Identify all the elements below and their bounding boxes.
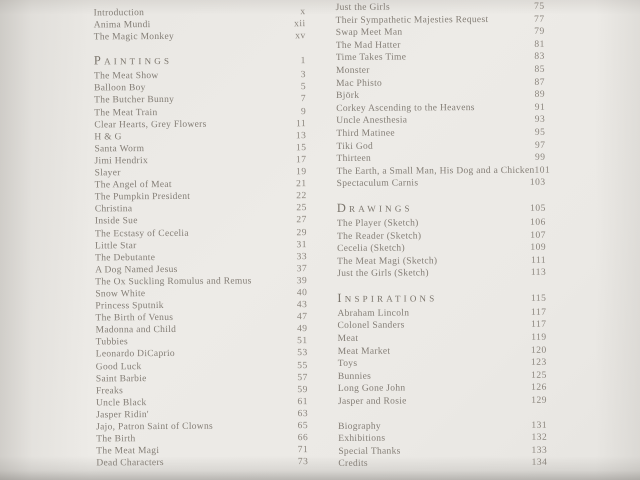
entry-page-number: 134 bbox=[531, 458, 548, 469]
entry-page-number: 103 bbox=[529, 177, 546, 189]
entry-title: Exhibitions bbox=[338, 433, 386, 445]
entry-title: Swap Meet Man bbox=[335, 27, 403, 39]
entry-title: The Debutante bbox=[95, 252, 156, 264]
entry-page-number: 9 bbox=[300, 106, 307, 117]
entry-title: Inside Sue bbox=[94, 216, 138, 227]
entry-page-number: x bbox=[300, 7, 306, 18]
toc-section-heading bbox=[337, 290, 546, 305]
entry-page-number: 13 bbox=[295, 130, 307, 141]
entry-page-number: 125 bbox=[531, 370, 547, 381]
entry-page-number: 99 bbox=[534, 152, 546, 163]
toc-entry bbox=[94, 30, 306, 43]
toc-entry bbox=[337, 267, 546, 281]
entry-title: The Ox Suckling Romulus and Remus bbox=[95, 276, 252, 288]
entry-page-number: 93 bbox=[534, 115, 546, 126]
toc-entry bbox=[336, 164, 551, 178]
toc-left-column bbox=[94, 6, 309, 470]
entry-page-number: 75 bbox=[534, 1, 545, 12]
entry-title: The Magic Monkey bbox=[93, 32, 175, 43]
entry-title: Christina bbox=[94, 204, 133, 215]
entry-page-number: 95 bbox=[534, 127, 546, 138]
entry-page-number: 113 bbox=[530, 267, 547, 279]
entry-title: Snow White bbox=[95, 289, 146, 300]
toc-entry bbox=[338, 382, 547, 396]
entry-page-number: 119 bbox=[531, 332, 547, 343]
entry-page-number: 66 bbox=[297, 433, 309, 444]
toc-entry bbox=[338, 444, 547, 458]
entry-title: Just the Girls (Sketch) bbox=[337, 268, 429, 280]
entry-page-number: 63 bbox=[297, 409, 309, 420]
entry-title: Slayer bbox=[94, 168, 121, 179]
entry-page-number: 22 bbox=[296, 191, 307, 202]
entry-title: Uncle Black bbox=[95, 397, 147, 409]
entry-title: Bunnies bbox=[337, 371, 372, 382]
entry-title: The Mad Hatter bbox=[335, 40, 401, 51]
entry-title: Jimi Hendrix bbox=[94, 156, 149, 167]
entry-page-number: 15 bbox=[295, 142, 307, 154]
entry-page-number: 49 bbox=[297, 324, 308, 335]
entry-title: The Pumpkin President bbox=[94, 192, 191, 203]
entry-page-number: 89 bbox=[534, 89, 546, 100]
entry-title: H & G bbox=[94, 132, 122, 143]
entry-page-number: 115 bbox=[530, 293, 547, 304]
entry-title: Princess Sputnik bbox=[95, 301, 164, 312]
toc-entry bbox=[338, 357, 547, 371]
entry-page-number: 33 bbox=[296, 251, 308, 262]
entry-page-number: 101 bbox=[534, 165, 551, 176]
entry-page-number: 59 bbox=[297, 384, 308, 395]
entry-page-number: 11 bbox=[296, 118, 307, 129]
entry-page-number: 55 bbox=[297, 360, 308, 371]
entry-title: The Butcher Bunny bbox=[94, 95, 175, 106]
section-title: Inspirations bbox=[337, 290, 438, 305]
entry-page-number: 43 bbox=[296, 300, 308, 311]
entry-title: Long Gone John bbox=[337, 383, 406, 395]
entry-title: Mac Phisto bbox=[336, 78, 383, 89]
entry-page-number: 81 bbox=[534, 39, 545, 50]
entry-page-number: 83 bbox=[534, 52, 545, 63]
entry-page-number: 107 bbox=[530, 230, 547, 241]
entry-page-number: 65 bbox=[297, 421, 309, 432]
entry-page-number: 126 bbox=[531, 383, 547, 394]
entry-title: The Birth bbox=[96, 434, 136, 445]
section-title: Paintings bbox=[93, 53, 173, 68]
entry-page-number: 117 bbox=[531, 320, 547, 331]
entry-title: Madonna and Child bbox=[95, 325, 177, 336]
entry-title: Leonardo DiCaprio bbox=[95, 349, 175, 360]
entry-title: Clear Hearts, Grey Flowers bbox=[94, 119, 207, 131]
entry-title: The Earth, a Small Man, His Dog and a Chicken bbox=[336, 165, 535, 177]
entry-page-number: 25 bbox=[296, 203, 307, 214]
entry-title: Third Matinee bbox=[336, 128, 395, 139]
entry-title: Santa Worm bbox=[94, 143, 145, 155]
entry-title: Little Star bbox=[95, 240, 137, 252]
entry-title: Credits bbox=[338, 459, 368, 470]
entry-page-number: 91 bbox=[534, 102, 546, 113]
entry-title: Jasper Ridin' bbox=[96, 409, 149, 421]
entry-page-number: 3 bbox=[300, 70, 307, 81]
entry-title: Biography bbox=[338, 421, 381, 432]
toc-section-heading bbox=[337, 200, 546, 215]
entry-title: The Reader (Sketch) bbox=[336, 230, 422, 242]
entry-page-number: 47 bbox=[296, 312, 308, 323]
entry-page-number: 129 bbox=[531, 395, 548, 406]
toc-entry bbox=[338, 395, 547, 409]
entry-page-number: xv bbox=[295, 31, 306, 42]
entry-page-number: 79 bbox=[534, 26, 545, 37]
entry-title: The Ecstasy of Cecelia bbox=[94, 228, 189, 239]
entry-page-number: 17 bbox=[295, 155, 307, 166]
entry-page-number: 29 bbox=[296, 227, 307, 238]
entry-title: The Meat Magi bbox=[96, 446, 160, 457]
entry-title: Tubbies bbox=[95, 337, 129, 348]
entry-title: Cecelia (Sketch) bbox=[337, 243, 405, 255]
entry-page-number: 111 bbox=[531, 255, 547, 266]
entry-title: Tiki God bbox=[336, 141, 374, 152]
entry-title: Meat bbox=[337, 333, 359, 345]
entry-page-number: 40 bbox=[296, 288, 308, 299]
toc-entry bbox=[338, 332, 547, 346]
entry-title: Balloon Boy bbox=[94, 83, 146, 94]
entry-page-number: 39 bbox=[296, 275, 308, 287]
entry-title: Dead Characters bbox=[96, 458, 164, 469]
entry-page-number: 61 bbox=[297, 396, 309, 407]
entry-title: The Birth of Venus bbox=[95, 313, 174, 324]
toc-section-heading bbox=[94, 52, 306, 67]
entry-title: Anima Mundi bbox=[93, 20, 151, 31]
entry-title: Time Takes Time bbox=[335, 52, 407, 64]
entry-title: Just the Girls bbox=[335, 2, 390, 13]
entry-title: Björk bbox=[336, 90, 360, 102]
entry-page-number: 117 bbox=[531, 307, 547, 318]
entry-page-number: 57 bbox=[297, 372, 308, 383]
entry-title: Good Luck bbox=[95, 361, 142, 372]
entry-title: Toys bbox=[337, 359, 358, 370]
toc-entry bbox=[338, 419, 547, 433]
entry-page-number: 85 bbox=[534, 64, 545, 75]
entry-title: Freaks bbox=[95, 385, 124, 397]
entry-title: The Player (Sketch) bbox=[336, 218, 419, 229]
entry-page-number: 77 bbox=[534, 14, 545, 25]
entry-page-number: 71 bbox=[297, 445, 309, 456]
entry-title: Abraham Lincoln bbox=[337, 308, 410, 319]
entry-title: Thirteen bbox=[336, 153, 372, 165]
entry-page-number: xii bbox=[294, 19, 306, 30]
entry-page-number: 87 bbox=[534, 77, 546, 88]
entry-page-number: 133 bbox=[531, 445, 548, 456]
entry-page-number: 109 bbox=[530, 242, 547, 253]
entry-page-number: 7 bbox=[300, 94, 307, 105]
entry-title: Their Sympathetic Majesties Request bbox=[335, 14, 489, 26]
entry-page-number: 106 bbox=[530, 217, 546, 228]
entry-page-number: 31 bbox=[296, 239, 308, 250]
entry-title: Introduction bbox=[93, 8, 145, 19]
toc-entry bbox=[338, 432, 547, 446]
entry-page-number: 21 bbox=[296, 179, 307, 190]
entry-page-number: 19 bbox=[296, 167, 307, 178]
entry-title: Uncle Anesthesia bbox=[336, 115, 408, 127]
entry-page-number: 37 bbox=[296, 263, 308, 274]
entry-title: Monster bbox=[335, 65, 370, 76]
entry-page-number: 131 bbox=[531, 420, 548, 431]
entry-page-number: 1 bbox=[300, 56, 306, 67]
entry-page-number: 5 bbox=[300, 82, 307, 93]
entry-title: Saint Barbie bbox=[95, 373, 147, 385]
entry-title: Special Thanks bbox=[338, 446, 401, 457]
entry-title: A Dog Named Jesus bbox=[95, 264, 178, 276]
entry-page-number: 132 bbox=[531, 432, 548, 443]
entry-page-number: 53 bbox=[297, 348, 308, 359]
toc-entry bbox=[96, 456, 308, 469]
entry-page-number: 97 bbox=[534, 140, 546, 151]
toc-entry bbox=[337, 307, 546, 321]
toc-entry bbox=[337, 177, 546, 191]
toc-entry bbox=[337, 319, 546, 333]
entry-page-number: 123 bbox=[530, 357, 547, 369]
entry-page-number: 27 bbox=[296, 215, 307, 226]
entry-title: Jajo, Patron Saint of Clowns bbox=[96, 421, 214, 433]
toc-entry bbox=[338, 457, 547, 471]
entry-title: The Meat Show bbox=[93, 71, 159, 82]
entry-title: The Angel of Meat bbox=[94, 180, 172, 191]
entry-title: Meat Market bbox=[337, 346, 391, 357]
toc-entry bbox=[338, 344, 547, 358]
entry-page-number: 105 bbox=[530, 203, 546, 214]
toc-entry bbox=[338, 370, 547, 384]
entry-title: The Meat Train bbox=[94, 107, 158, 118]
entry-page-number: 51 bbox=[297, 336, 308, 347]
entry-title: Colonel Sanders bbox=[337, 320, 405, 332]
entry-title: The Meat Magi (Sketch) bbox=[337, 256, 438, 267]
entry-title: Corkey Ascending to the Heavens bbox=[336, 102, 475, 114]
section-title: Drawings bbox=[336, 200, 413, 215]
toc-right-column bbox=[335, 1, 551, 471]
entry-title: Spectaculum Carnis bbox=[336, 178, 419, 190]
entry-page-number: 73 bbox=[297, 457, 309, 468]
entry-page-number: 120 bbox=[530, 345, 547, 356]
entry-title: Jasper and Rosie bbox=[337, 396, 407, 407]
